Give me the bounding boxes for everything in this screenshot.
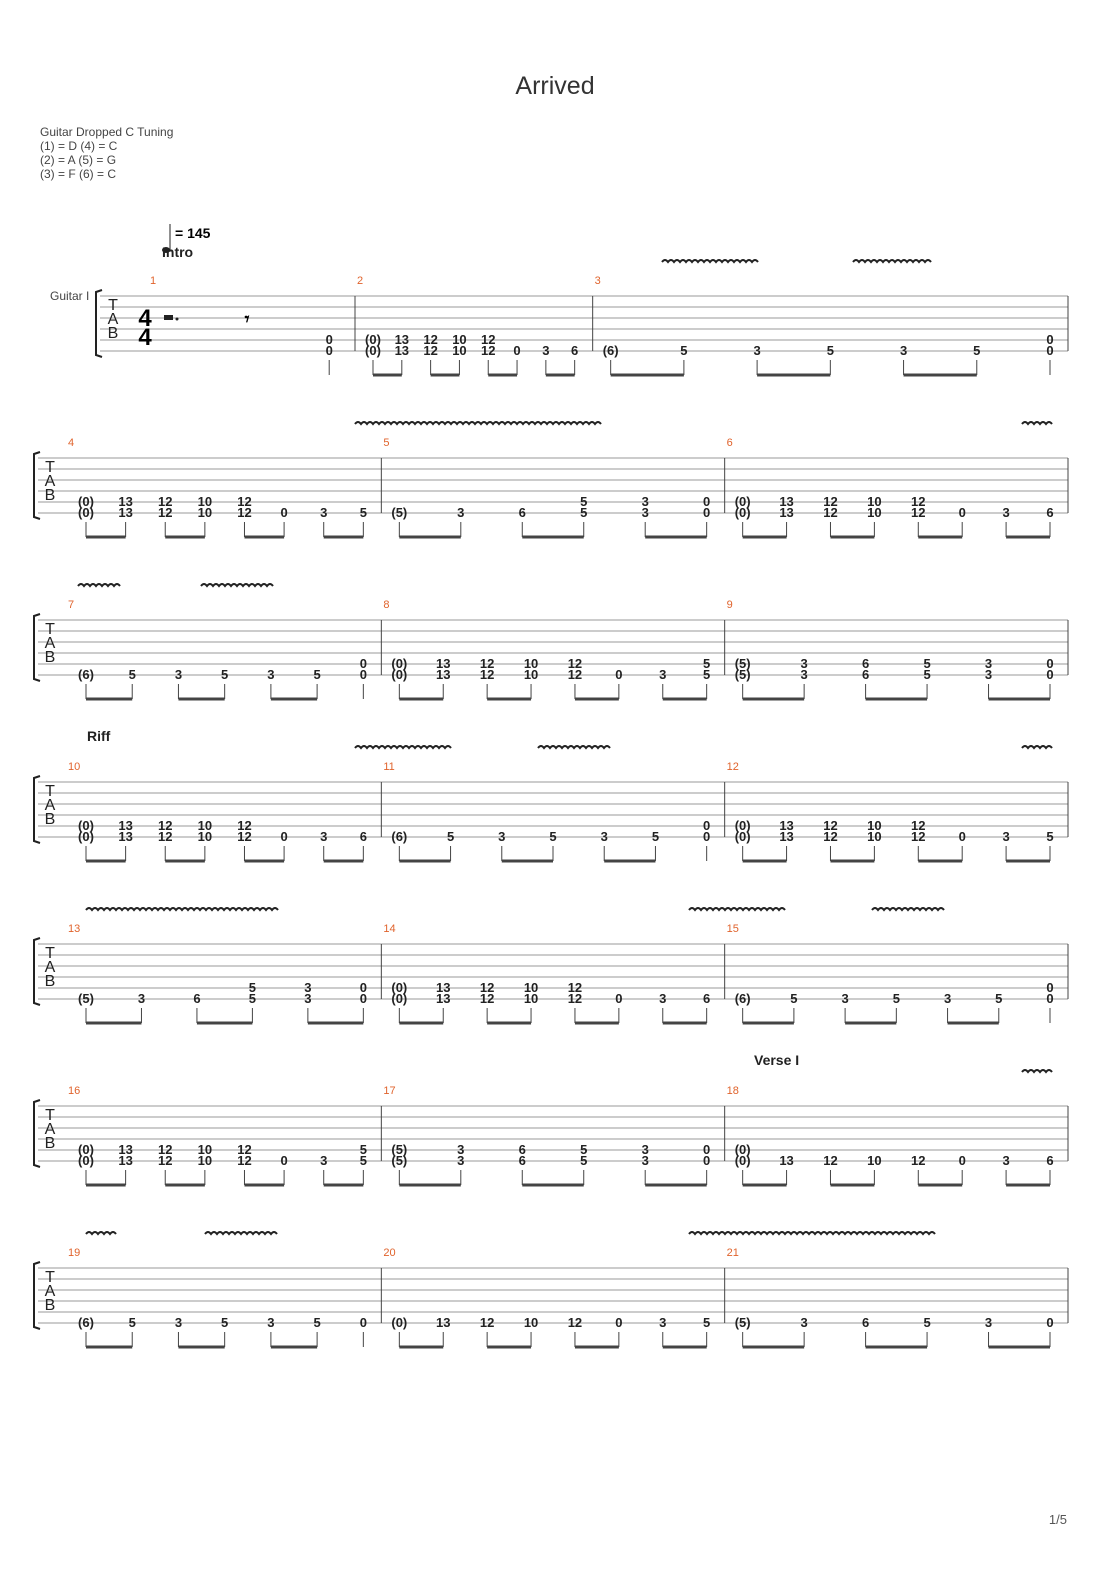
fret-number: 12 <box>567 1315 583 1330</box>
fret-number: 3 <box>174 1315 183 1330</box>
fret-number: 6 <box>861 1315 870 1330</box>
fret-number: 12 <box>237 1142 252 1157</box>
fret-number: 0 <box>280 829 288 844</box>
fret-number: 3 <box>267 667 275 682</box>
fret-number: (0) <box>391 656 408 671</box>
system-bracket <box>34 938 40 1005</box>
fret-number: 5 <box>923 656 931 671</box>
tuning-line: (2) = A (5) = G <box>40 153 117 167</box>
vibrato-mark <box>86 1232 116 1234</box>
vibrato-mark <box>689 1232 935 1234</box>
tab-letter: T <box>45 945 55 962</box>
fret-number: 5 <box>1046 829 1054 844</box>
measure-number: 3 <box>594 275 601 287</box>
fret-number: 13 <box>436 667 451 682</box>
fret-number: 3 <box>320 829 328 844</box>
vibrato-mark <box>355 422 601 424</box>
fret-number: 0 <box>703 1142 711 1157</box>
tab-letter: T <box>45 459 55 476</box>
fret-number: 12 <box>158 1153 173 1168</box>
fret-number: 3 <box>659 667 667 682</box>
system-bracket <box>34 776 40 843</box>
fret-number: 12 <box>423 343 438 358</box>
fret-number: 0 <box>703 1153 711 1168</box>
fret-number: 5 <box>703 667 711 682</box>
fret-number: 12 <box>567 991 583 1006</box>
tab-letter: B <box>44 1297 56 1314</box>
fret-number: 10 <box>197 494 213 509</box>
fret-number: 0 <box>359 667 367 682</box>
fret-number: (0) <box>78 818 94 833</box>
fret-number: 12 <box>158 829 173 844</box>
measure-number: 16 <box>68 1085 81 1097</box>
fret-number: 0 <box>359 656 367 671</box>
fret-number: 0 <box>1046 656 1054 671</box>
fret-number: 13 <box>779 829 794 844</box>
fret-number: 5 <box>580 494 588 509</box>
fret-number: 3 <box>659 991 667 1006</box>
fret-number: (6) <box>78 1315 94 1330</box>
fret-number: 12 <box>567 667 583 682</box>
measure-number: 1 <box>150 275 157 287</box>
fret-number: 3 <box>753 343 761 358</box>
tab-letter: T <box>45 621 55 638</box>
fret-number: 0 <box>703 505 711 520</box>
fret-number: 13 <box>779 1153 794 1168</box>
half-rest <box>164 315 173 320</box>
fret-number: 0 <box>325 343 333 358</box>
fret-number: 13 <box>779 505 794 520</box>
fret-number: 10 <box>197 1142 213 1157</box>
fret-number: (0) <box>391 667 408 682</box>
tab-letter: T <box>108 297 118 314</box>
fret-number: 13 <box>118 494 133 509</box>
fret-number: 3 <box>542 343 550 358</box>
fret-number: (0) <box>78 1142 94 1157</box>
fret-number: 13 <box>118 505 133 520</box>
fret-number: 3 <box>457 505 465 520</box>
fret-number: 5 <box>703 1315 711 1330</box>
fret-number: 6 <box>1046 1153 1054 1168</box>
fret-number: 6 <box>359 829 367 844</box>
fret-number: 3 <box>304 991 312 1006</box>
fret-number: 3 <box>841 991 849 1006</box>
fret-number: 12 <box>567 980 583 995</box>
fret-number: (0) <box>78 829 94 844</box>
fret-number: 12 <box>567 656 583 671</box>
measure-number: 7 <box>68 599 75 611</box>
fret-number: 10 <box>867 505 882 520</box>
fret-number: 12 <box>237 818 252 833</box>
section-label: Riff <box>87 728 111 744</box>
measure-number: 4 <box>68 437 75 449</box>
fret-number: 5 <box>359 505 367 520</box>
fret-number: 5 <box>313 667 321 682</box>
fret-number: 0 <box>1046 667 1054 682</box>
fret-number: 5 <box>892 991 900 1006</box>
fret-number: (0) <box>734 829 751 844</box>
tab-letter: A <box>107 311 119 328</box>
fret-number: 10 <box>197 1153 213 1168</box>
fret-number: (5) <box>734 667 751 682</box>
fret-number: 3 <box>1002 1153 1010 1168</box>
fret-number: (6) <box>391 829 408 844</box>
tab-letter: B <box>44 649 56 666</box>
fret-number: 3 <box>984 1315 993 1330</box>
measure-number: 5 <box>383 437 390 449</box>
system-bracket <box>96 290 102 357</box>
fret-number: 12 <box>158 505 173 520</box>
tab-letter: B <box>44 811 56 828</box>
fret-number: 0 <box>1046 991 1054 1006</box>
fret-number: 10 <box>197 505 213 520</box>
fret-number: 10 <box>523 656 539 671</box>
fret-number: 0 <box>280 1153 288 1168</box>
fret-number: 10 <box>197 818 213 833</box>
tuning-line: (3) = F (6) = C <box>40 167 117 181</box>
fret-number: 10 <box>523 1315 539 1330</box>
fret-number: 10 <box>867 818 882 833</box>
song-title: Arrived <box>515 72 595 100</box>
tab-letter: A <box>44 635 56 652</box>
measure-number: 21 <box>726 1247 739 1259</box>
vibrato-mark <box>86 908 278 910</box>
fret-number: 12 <box>237 1153 252 1168</box>
fret-number: 5 <box>680 343 688 358</box>
fret-number: 0 <box>958 1153 966 1168</box>
fret-number: 10 <box>197 829 213 844</box>
fret-number: 12 <box>823 494 838 509</box>
fret-number: 0 <box>703 818 711 833</box>
fret-number: (0) <box>78 494 94 509</box>
fret-number: 12 <box>823 829 838 844</box>
fret-number: (6) <box>602 343 619 358</box>
fret-number: 6 <box>861 667 870 682</box>
vibrato-mark <box>689 908 785 910</box>
tab-letter: A <box>44 797 56 814</box>
fret-number: 3 <box>320 505 328 520</box>
measure-number: 9 <box>726 599 733 611</box>
fret-number: 0 <box>703 829 711 844</box>
tab-letter: B <box>44 1135 56 1152</box>
tab-letter: A <box>44 959 56 976</box>
fret-number: 12 <box>479 980 495 995</box>
fret-number: 12 <box>823 505 838 520</box>
fret-number: (6) <box>78 667 94 682</box>
fret-number: 12 <box>158 1142 173 1157</box>
tab-letter: B <box>107 325 119 342</box>
fret-number: 0 <box>325 332 333 347</box>
fret-number: 12 <box>158 494 173 509</box>
fret-number: 12 <box>911 505 926 520</box>
fret-number: 3 <box>304 980 312 995</box>
vibrato-mark <box>1022 746 1052 748</box>
measure-number: 6 <box>726 437 733 449</box>
fret-number: 12 <box>423 332 438 347</box>
vibrato-mark <box>355 746 451 748</box>
fret-number: 5 <box>128 667 136 682</box>
fret-number: 0 <box>703 494 711 509</box>
fret-number: 0 <box>1046 332 1054 347</box>
fret-number: 3 <box>659 1315 667 1330</box>
fret-number: 12 <box>823 1153 838 1168</box>
fret-number: 12 <box>237 494 252 509</box>
tempo-marking: = 145 <box>175 225 211 241</box>
fret-number: 3 <box>641 505 649 520</box>
fret-number: 0 <box>280 505 288 520</box>
fret-number: (0) <box>734 494 751 509</box>
fret-number: 13 <box>436 991 451 1006</box>
fret-number: 10 <box>523 667 539 682</box>
fret-number: 0 <box>958 505 966 520</box>
fret-number: 10 <box>867 494 882 509</box>
fret-number: 10 <box>523 991 539 1006</box>
tab-letter: A <box>44 473 56 490</box>
tuning-heading: Guitar Dropped C Tuning <box>40 125 174 139</box>
fret-number: 3 <box>267 1315 275 1330</box>
fret-number: (0) <box>391 1315 408 1330</box>
tab-letter: A <box>44 1121 56 1138</box>
fret-number: 5 <box>248 980 257 995</box>
fret-number: 12 <box>911 829 926 844</box>
fret-number: 3 <box>943 991 952 1006</box>
fret-number: 5 <box>923 1315 931 1330</box>
tab-letter: T <box>45 783 55 800</box>
fret-number: 13 <box>436 980 451 995</box>
fret-number: (5) <box>734 1315 751 1330</box>
measure-number: 8 <box>383 599 390 611</box>
fret-number: 13 <box>118 1153 133 1168</box>
fret-number: 13 <box>779 818 794 833</box>
time-signature: 4 <box>138 305 152 332</box>
fret-number: 12 <box>158 818 173 833</box>
fret-number: 5 <box>580 1153 588 1168</box>
fret-number: 3 <box>1002 505 1010 520</box>
fret-number: 5 <box>790 991 798 1006</box>
rest-dot <box>176 318 179 321</box>
measure-number: 10 <box>68 761 81 773</box>
measure-number: 2 <box>357 275 364 287</box>
fret-number: 12 <box>481 343 496 358</box>
vibrato-mark <box>78 584 120 586</box>
fret-number: 5 <box>549 829 557 844</box>
fret-number: 3 <box>457 1142 465 1157</box>
fret-number: 0 <box>359 980 367 995</box>
fret-number: 5 <box>221 667 229 682</box>
fret-number: 5 <box>221 1315 229 1330</box>
vibrato-mark <box>1022 422 1052 424</box>
tab-letter: T <box>45 1269 55 1286</box>
vibrato-mark <box>538 746 610 748</box>
fret-number: 12 <box>911 818 926 833</box>
fret-number: 5 <box>359 1142 367 1157</box>
fret-number: (5) <box>391 1142 408 1157</box>
fret-number: 13 <box>779 494 794 509</box>
fret-number: 5 <box>580 505 588 520</box>
fret-number: 10 <box>452 343 467 358</box>
fret-number: 5 <box>580 1142 588 1157</box>
section-label: Verse I <box>754 1052 800 1068</box>
fret-number: 3 <box>641 1153 649 1168</box>
fret-number: 3 <box>899 343 908 358</box>
fret-number: 5 <box>703 656 711 671</box>
fret-number: 12 <box>481 332 496 347</box>
fret-number: 0 <box>615 991 623 1006</box>
fret-number: 0 <box>615 667 623 682</box>
fret-number: 3 <box>1002 829 1010 844</box>
fret-number: 13 <box>394 343 410 358</box>
measure-number: 13 <box>68 923 81 935</box>
fret-number: 13 <box>118 1142 133 1157</box>
instrument-name: Guitar I <box>50 289 90 303</box>
fret-number: 5 <box>826 343 834 358</box>
fret-number: 5 <box>973 343 981 358</box>
fret-number: (0) <box>78 1153 94 1168</box>
fret-number: 13 <box>118 818 133 833</box>
time-signature: 4 <box>138 324 152 351</box>
fret-number: 12 <box>479 667 495 682</box>
tuning-line: (1) = D (4) = C <box>40 139 118 153</box>
fret-number: 5 <box>359 1153 367 1168</box>
measure-number: 20 <box>383 1247 396 1259</box>
fret-number: 6 <box>1046 505 1054 520</box>
fret-number: 3 <box>600 829 608 844</box>
vibrato-mark <box>853 260 931 262</box>
fret-number: 3 <box>457 1153 465 1168</box>
fret-number: (0) <box>734 1142 751 1157</box>
vibrato-mark <box>872 908 944 910</box>
fret-number: 3 <box>320 1153 328 1168</box>
fret-number: 0 <box>958 829 966 844</box>
fret-number: 12 <box>237 505 252 520</box>
fret-number: 3 <box>984 667 993 682</box>
fret-number: 13 <box>436 656 451 671</box>
fret-number: (5) <box>391 1153 408 1168</box>
vibrato-mark <box>1022 1070 1052 1072</box>
fret-number: 12 <box>237 829 252 844</box>
fret-number: 3 <box>641 1142 649 1157</box>
fret-number: 5 <box>313 1315 321 1330</box>
fret-number: (0) <box>365 343 381 358</box>
fret-number: 0 <box>615 1315 623 1330</box>
fret-number: 10 <box>523 980 539 995</box>
fret-number: 5 <box>995 991 1003 1006</box>
fret-number: 0 <box>513 343 521 358</box>
vibrato-mark <box>662 260 758 262</box>
system-bracket <box>34 1100 40 1167</box>
fret-number: 12 <box>479 656 495 671</box>
fret-number: 0 <box>1046 343 1054 358</box>
fret-number: 5 <box>248 991 257 1006</box>
fret-number: 3 <box>641 494 649 509</box>
page-number: 1/5 <box>1048 1512 1067 1527</box>
fret-number: 12 <box>911 494 926 509</box>
measure-number: 11 <box>383 761 395 773</box>
fret-number: (5) <box>78 991 94 1006</box>
measure-number: 14 <box>383 923 396 935</box>
fret-number: 10 <box>452 332 467 347</box>
measure-number: 15 <box>726 923 739 935</box>
fret-number: (0) <box>734 818 751 833</box>
fret-number: 3 <box>800 1315 808 1330</box>
system-bracket <box>34 1262 40 1329</box>
fret-number: 10 <box>867 829 882 844</box>
fret-number: 6 <box>861 656 870 671</box>
fret-number: 3 <box>174 667 183 682</box>
fret-number: 6 <box>518 1142 526 1157</box>
fret-number: 10 <box>867 1153 882 1168</box>
fret-number: 0 <box>1046 980 1054 995</box>
fret-number: 3 <box>498 829 506 844</box>
fret-number: 13 <box>436 1315 451 1330</box>
fret-number: 5 <box>446 829 455 844</box>
fret-number: 3 <box>137 991 146 1006</box>
fret-number: 12 <box>479 991 495 1006</box>
tab-letter: A <box>44 1283 56 1300</box>
fret-number: 12 <box>479 1315 495 1330</box>
fret-number: 12 <box>823 818 838 833</box>
tab-letter: T <box>45 1107 55 1124</box>
fret-number: 0 <box>359 1315 367 1330</box>
vibrato-mark <box>201 584 273 586</box>
fret-number: 3 <box>800 656 808 671</box>
fret-number: (0) <box>365 332 381 347</box>
fret-number: 6 <box>193 991 201 1006</box>
fret-number: (5) <box>734 656 751 671</box>
fret-number: 13 <box>118 829 133 844</box>
fret-number: (0) <box>78 505 94 520</box>
eighth-rest: 𝄾 <box>244 309 250 329</box>
fret-number: 0 <box>1046 1315 1054 1330</box>
measure-number: 18 <box>726 1085 739 1097</box>
tab-letter: B <box>44 973 56 990</box>
measure-number: 19 <box>68 1247 81 1259</box>
fret-number: 5 <box>128 1315 136 1330</box>
section-label: Intro <box>162 244 194 260</box>
system-bracket <box>34 614 40 681</box>
fret-number: 5 <box>651 829 660 844</box>
measure-number: 12 <box>726 761 739 773</box>
vibrato-mark <box>205 1232 277 1234</box>
fret-number: (5) <box>391 505 408 520</box>
fret-number: 3 <box>984 656 993 671</box>
fret-number: 5 <box>923 667 931 682</box>
fret-number: (0) <box>391 980 408 995</box>
fret-number: 6 <box>703 991 711 1006</box>
measure-number: 17 <box>383 1085 396 1097</box>
fret-number: 6 <box>518 1153 526 1168</box>
fret-number: 12 <box>911 1153 926 1168</box>
fret-number: (6) <box>734 991 751 1006</box>
fret-number: 3 <box>800 667 808 682</box>
fret-number: 13 <box>394 332 410 347</box>
fret-number: 0 <box>359 991 367 1006</box>
tab-letter: B <box>44 487 56 504</box>
fret-number: (0) <box>734 1153 751 1168</box>
fret-number: 6 <box>518 505 526 520</box>
fret-number: (0) <box>391 991 408 1006</box>
fret-number: 6 <box>571 343 579 358</box>
fret-number: (0) <box>734 505 751 520</box>
system-bracket <box>34 452 40 519</box>
